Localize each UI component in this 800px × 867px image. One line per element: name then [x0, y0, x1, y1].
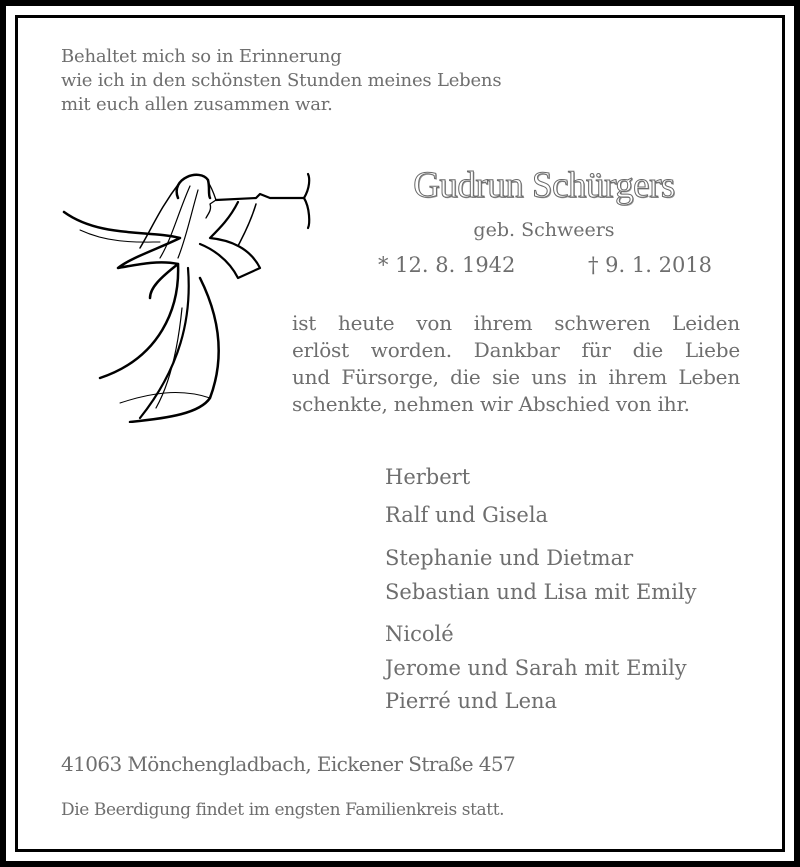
family-address: 41063 Mönchengladbach, Eickener Straße 457 — [61, 752, 516, 776]
mourner-entry: Pierré und Lena — [385, 689, 558, 713]
mourner-entry: Jerome und Sarah mit Emily — [385, 656, 687, 680]
mourner-entry: Nicolé — [385, 622, 454, 646]
obituary-frame-inner — [15, 15, 785, 852]
message-line: erlöst worden. Dankbar für die Liebe — [292, 338, 740, 362]
funeral-note: Die Beerdigung findet im engsten Familienkreis statt. — [61, 800, 505, 820]
maiden-name: geb. Schweers — [473, 219, 615, 241]
angel-with-trumpet-icon — [60, 168, 320, 423]
mourner-entry: Ralf und Gisela — [385, 503, 549, 527]
birth-date: * 12. 8. 1942 — [378, 253, 516, 277]
message-line: schenkte, nehmen wir Abschied von ihr. — [292, 392, 690, 416]
mourner-entry: Sebastian und Lisa mit Emily — [385, 580, 697, 604]
message-line: und Fürsorge, die sie uns in ihrem Leben — [292, 365, 740, 389]
motto-line: Behaltet mich so in Erinnerung — [61, 46, 342, 67]
mourner-entry: Herbert — [385, 465, 471, 489]
death-date: † 9. 1. 2018 — [588, 253, 713, 277]
mourner-entry: Stephanie und Dietmar — [385, 546, 634, 570]
deceased-name: Gudrun Schürgers — [413, 165, 675, 206]
motto-verse — [61, 45, 501, 117]
message-line: ist heute von ihrem schweren Leiden — [292, 311, 740, 335]
obituary-message — [292, 310, 740, 418]
motto-line: mit euch allen zusammen war. — [61, 94, 333, 115]
motto-line: wie ich in den schönsten Stunden meines Lebens — [61, 70, 502, 91]
